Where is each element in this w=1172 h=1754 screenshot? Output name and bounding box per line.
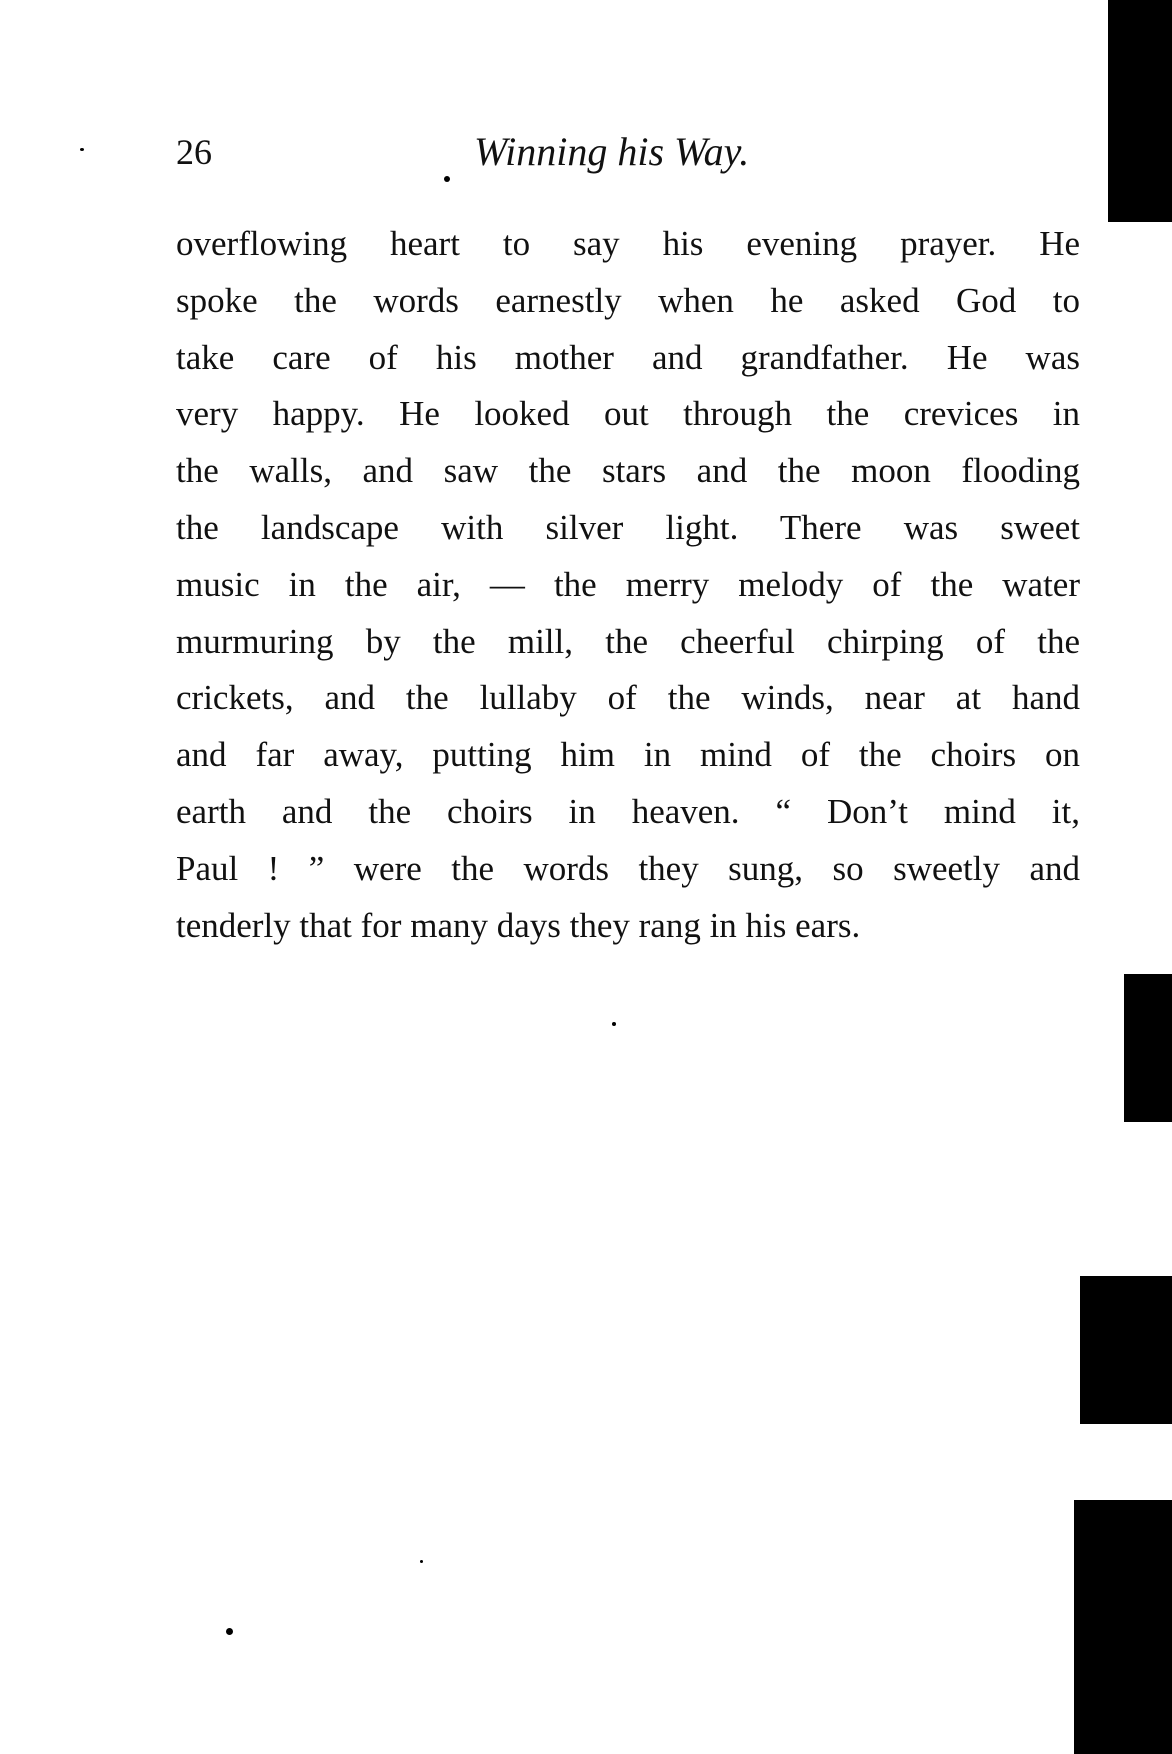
scan-edge-mark <box>1124 974 1172 1122</box>
text-line: overflowing heart to say his evening prayer. He <box>176 224 1080 263</box>
text-line: take care of his mother and grandfather. He was <box>176 337 1080 377</box>
text-line: Paul ! ” were the words they sung, so sweetly and <box>176 848 1080 888</box>
scan-speck <box>612 1022 616 1026</box>
text-line: the landscape with silver light. There was sweet <box>176 507 1080 547</box>
scan-speck <box>80 148 84 151</box>
text-line: music in the air, — the merry melody of the water <box>176 564 1080 604</box>
body-text <box>176 216 1080 954</box>
text-line: earth and the choirs in heaven. “ Don’t mind it, <box>176 791 1080 831</box>
scan-edge-mark <box>1080 1276 1172 1424</box>
text-line: murmuring by the mill, the cheerful chirping of the <box>176 621 1080 661</box>
scan-speck <box>444 176 450 182</box>
scan-edge-mark <box>1074 1500 1172 1754</box>
text-line: the walls, and saw the stars and the moon flooding <box>176 451 1080 491</box>
text-line: very happy. He looked out through the crevices in <box>176 394 1080 434</box>
running-head <box>176 126 1076 178</box>
page-number: 26 <box>176 132 212 172</box>
scan-edge-mark <box>1108 0 1172 222</box>
text-line: spoke the words earnestly when he asked God to <box>176 280 1080 320</box>
text-line: and far away, putting him in mind of the choirs on <box>176 735 1080 775</box>
running-title: Winning his Way. <box>474 129 750 174</box>
text-line: crickets, and the lullaby of the winds, near at hand <box>176 678 1080 718</box>
text-line: tenderly that for many days they rang in his ears. <box>176 905 861 945</box>
scan-speck <box>226 1628 233 1635</box>
scan-speck <box>420 1560 423 1563</box>
